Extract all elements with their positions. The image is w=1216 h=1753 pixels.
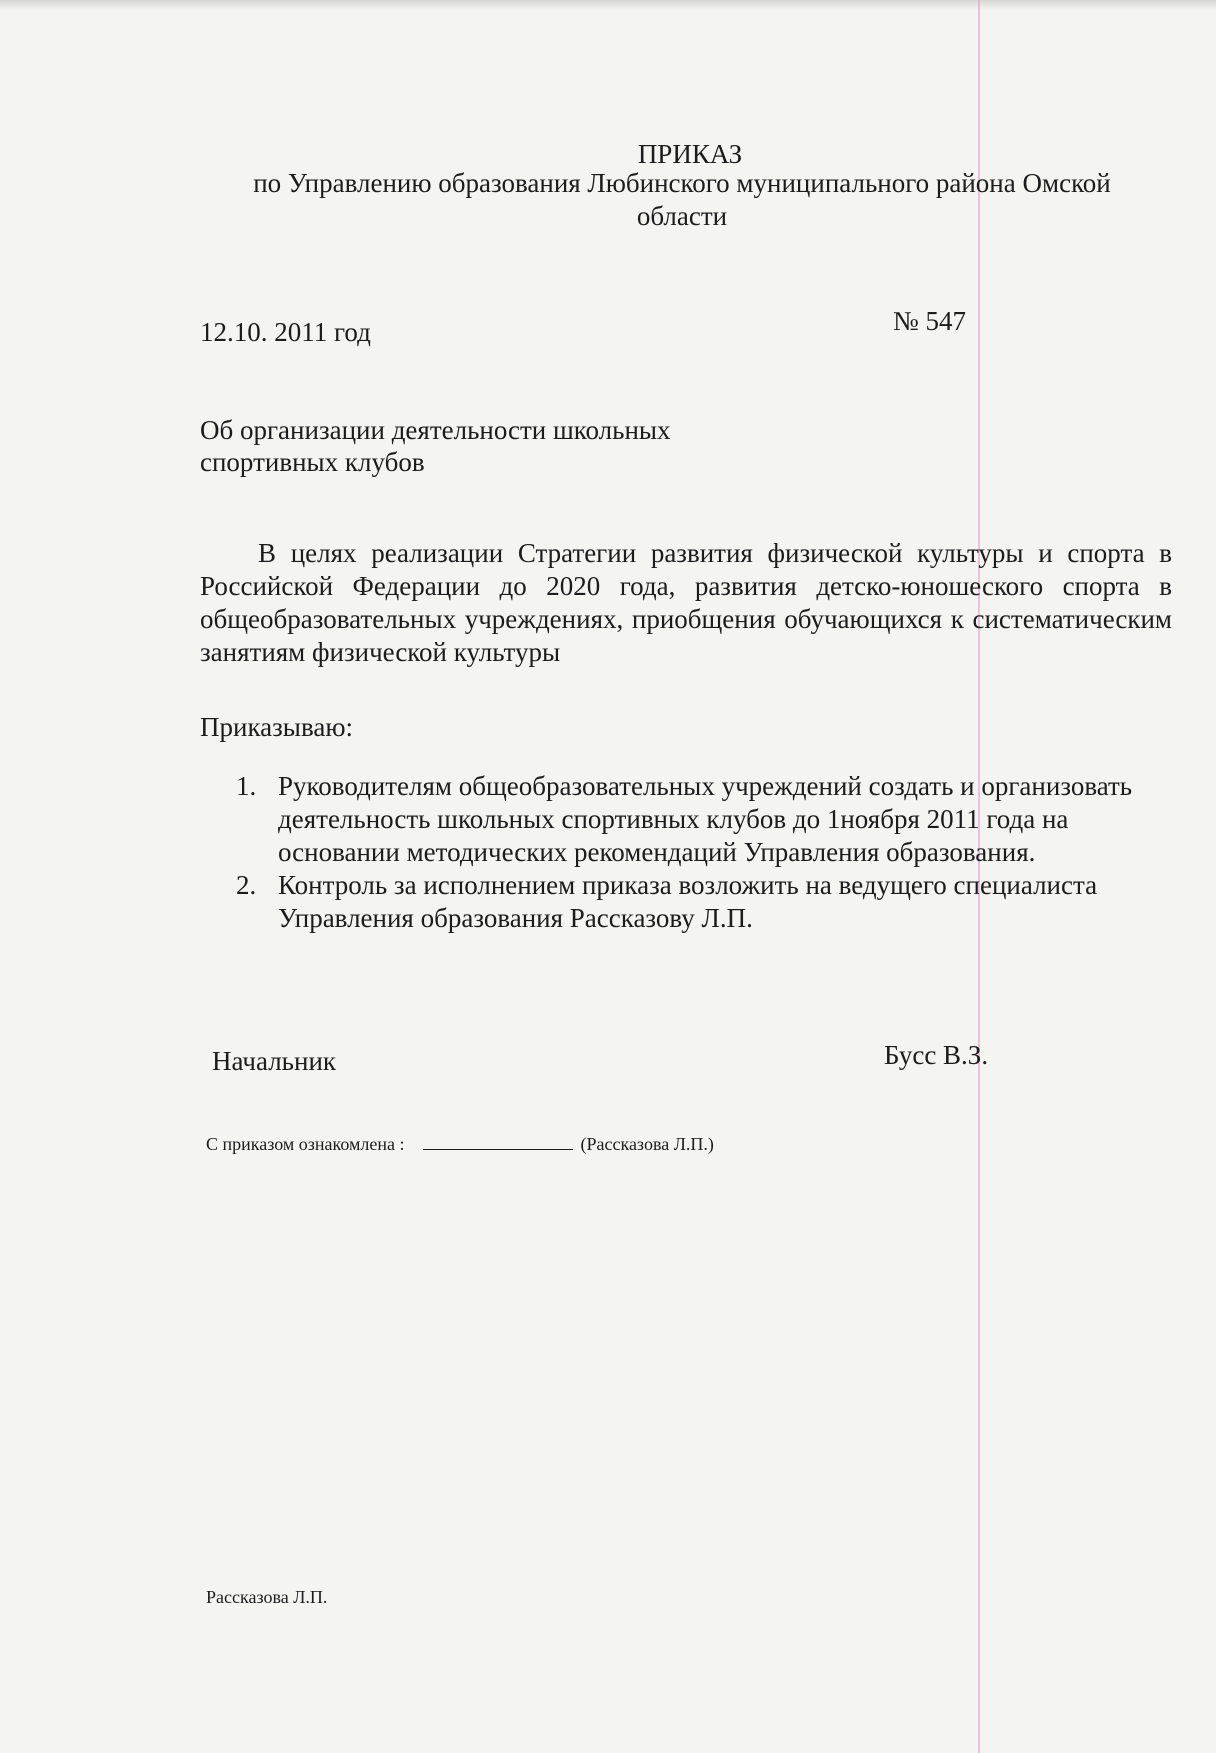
- order-item: [236, 770, 1176, 869]
- document-title: ПРИКАЗ: [637, 139, 743, 169]
- signer-position: Начальник: [212, 1046, 337, 1076]
- order-items-list: [236, 770, 1176, 935]
- order-item-number: 1.: [236, 771, 257, 801]
- order-subject: [200, 414, 671, 478]
- scan-edge-shadow: [0, 0, 1216, 10]
- acknowledgement-label: С приказом ознакомлена :: [206, 1134, 405, 1154]
- order-preamble: В целях реализации Стратегии развития физической культуры и спорта в Российской Федерации до 2020 года, развития детско-юношеского спорта в общеобразовательных учреждениях, приобщения обучающихся к систематическим занятиям физической культуры: [200, 538, 1172, 667]
- order-subject-line: спортивных клубов: [200, 447, 425, 477]
- order-item: [236, 869, 1176, 935]
- order-item-text: Контроль за исполнением приказа возложить на ведущего специалиста Управления образования Рассказову Л.П.: [278, 870, 1098, 933]
- signature-blank: [423, 1135, 573, 1150]
- executor-name: Рассказова Л.П.: [206, 1587, 328, 1607]
- order-item-number: 2.: [236, 870, 257, 900]
- acknowledgement-line: [206, 1134, 714, 1155]
- document-issuer: по Управлению образования Любинского муниципального района Омской области: [253, 168, 1111, 231]
- acknowledgement-name: (Рассказова Л.П.): [580, 1134, 714, 1154]
- order-item-text: Руководителям общеобразовательных учреждений создать и организовать деятельность школьных спортивных клубов до 1ноября 2011 года на основании методических рекомендаций Управления образования.: [278, 771, 1133, 867]
- order-subject-line: Об организации деятельности школьных: [200, 415, 671, 445]
- order-directive-word: Приказываю:: [200, 712, 353, 742]
- order-date: 12.10. 2011 год: [200, 317, 371, 347]
- signer-name: Бусс В.З.: [884, 1040, 989, 1070]
- order-number: № 547: [893, 306, 967, 336]
